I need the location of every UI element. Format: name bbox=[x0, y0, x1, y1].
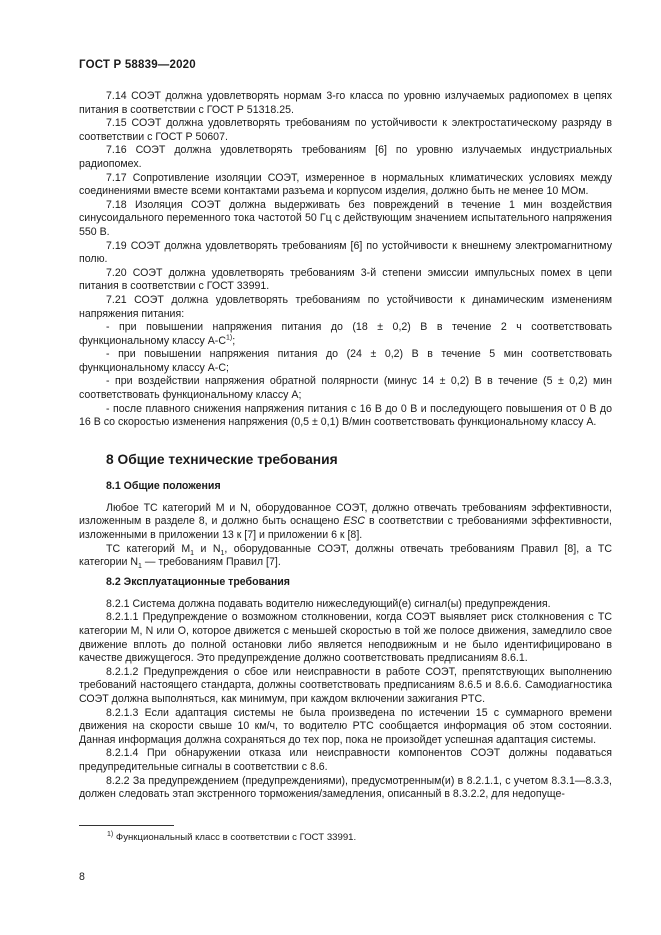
subscript: 1 bbox=[220, 549, 225, 557]
paragraph-8-2-1-3: 8.2.1.3 Если адаптация системы не была произведена по истечении 15 с суммарного времени движения на скорости свыше 10 км/ч, то водителю PTC сообщается информация об этом состоянии. Данная информация должна сохраняться до тех пор, пока не произойдет успешная адаптация системы. bbox=[79, 706, 612, 746]
paragraph-7-15: 7.15 СОЭТ должна удовлетворять требованиям по устойчивости к электростатическому разряду в соответствии с ГОСТ Р 50607. bbox=[79, 117, 612, 143]
footnote-text: Функциональный класс в соответствии с ГОСТ 33991. bbox=[113, 832, 357, 843]
subsection-heading-8-1: 8.1 Общие положения bbox=[106, 479, 221, 492]
paragraph-7-18: 7.18 Изоляция СОЭТ должна выдерживать без повреждений в течение 1 мин воздействия синусоидального переменного тока частотой 50 Гц с действующим значением испытательного напряжения 550 В. bbox=[79, 198, 612, 238]
paragraph-8-2-1-4: 8.2.1.4 При обнаружении отказа или неисправности компонентов СОЭТ должны подаваться предупредительные сигналы в соответствии с 8.6. bbox=[79, 747, 612, 773]
esc-term: ESC bbox=[343, 515, 366, 528]
footnote-ref: 1) bbox=[226, 334, 233, 342]
subscript: 1 bbox=[190, 549, 195, 557]
list-item: - после плавного снижения напряжения питания с 16 В до 0 В и последующего повышения от 0 В до 16 В со скоростью изменения напряжения (0,5 ± 0,1) В/мин соответствовать функциональному классу А. bbox=[79, 402, 612, 429]
paragraph-text: ТС категорий M bbox=[106, 542, 191, 555]
paragraph-7-16: 7.16 СОЭТ должна удовлетворять требованиям [6] по уровню излучаемых индустриальных радиопомех. bbox=[79, 144, 612, 170]
paragraph-text: Любое ТС категорий M и N, оборудованное СОЭТ, должно отвечать требованиям эффективности, изложенным в разделе 8, и должно быть оснащено bbox=[79, 501, 612, 528]
list-item: - при повышении напряжения питания до (24 ± 0,2) В в течение 5 мин соответствовать функциональному классу А-С; bbox=[79, 348, 612, 374]
body-text bbox=[79, 90, 612, 802]
paragraph-text: и N bbox=[194, 542, 221, 555]
list-item: - при воздействии напряжения обратной полярности (минус 14 ± 0,2) В в течение (5 ± 0,2) мин соответствовать функциональному классу А; bbox=[79, 375, 612, 402]
paragraph-text: — требованиям Правил [7]. bbox=[141, 556, 281, 569]
paragraph-7-19: 7.19 СОЭТ должна удовлетворять требованиям [6] по устойчивости к внешнему электромагнитному полю. bbox=[79, 239, 612, 266]
paragraph-7-20: 7.20 СОЭТ должна удовлетворять требованиям 3-й степени эмиссии импульсных помех в цепи питания в соответствии с ГОСТ 33991. bbox=[79, 266, 612, 293]
paragraph-7-14: 7.14 СОЭТ должна удовлетворять нормам 3-го класса по уровню излучаемых радиопомех в цепях питания в соответствии с ГОСТ Р 51318.25. bbox=[79, 90, 612, 116]
paragraph-8-1-b bbox=[79, 543, 612, 570]
paragraph-8-2-1-1: 8.2.1.1 Предупреждение о возможном столкновении, когда СОЭТ выявляет риск столкновения с ТС категории M, N или О, которое движется с меньшей скоростью в той же полосе движения, замедлило свое движение вплоть до полной остановки либо является неподвижным и не было идентифицировано в качестве движущегося. Это предупреждение должно соответствовать предписаниям 8.6.1. bbox=[79, 611, 612, 665]
paragraph-8-2-1: 8.2.1 Система должна подавать водителю нижеследующий(е) сигнал(ы) предупреждения. bbox=[106, 597, 551, 610]
paragraph-7-17: 7.17 Сопротивление изоляции СОЭТ, измеренное в нормальных климатических условиях между соединениями вместе всеми контактами разъема и корпусом изделия, должно быть не менее 10 МОм. bbox=[79, 171, 612, 198]
paragraph-8-1-a bbox=[79, 502, 612, 543]
subscript: 1 bbox=[138, 563, 142, 571]
paragraph-text: в соответствии с требованиями эффективности, изложенными в приложении 13 к [7] и приложении 6 к [8]. bbox=[79, 515, 612, 542]
section-heading-8: 8 Общие технические требования bbox=[106, 451, 338, 467]
paragraph-text: , оборудованные СОЭТ, должны отвечать требованиям Правил [8], а ТС категории N bbox=[79, 542, 612, 569]
paragraph-7-21: 7.21 СОЭТ должна удовлетворять требованиям по устойчивости к динамическим изменениям напряжения питания: bbox=[79, 293, 612, 320]
footnote-divider bbox=[79, 825, 174, 826]
paragraph-8-2-1-2: 8.2.1.2 Предупреждения о сбое или неисправности в работе СОЭТ, препятствующих выполнению требований настоящего стандарта, должны соответствовать предписаниям 8.6.5 и 8.6.6. Самодиагностика СОЭТ должна выполняться, как минимум, при каждом включении зажигания PTC. bbox=[79, 665, 612, 705]
page-number: 8 bbox=[79, 871, 85, 883]
subsection-heading-8-2: 8.2 Эксплуатационные требования bbox=[106, 575, 290, 588]
standard-header: ГОСТ Р 58839—2020 bbox=[79, 59, 196, 71]
list-item-text: - при повышении напряжения питания до (18 ± 0,2) В в течение 2 ч соответствовать функциональному классу А-С bbox=[79, 321, 612, 347]
footnote-mark: 1) bbox=[107, 830, 114, 838]
list-item bbox=[79, 321, 612, 348]
paragraph-8-2-2: 8.2.2 За предупреждением (предупреждениями), предусмотренным(и) в 8.2.1.1, с учетом 8.3.1—8.3.3, должен следовать этап экстренного торможения/замедления, описанный в 8.3.2.2, для недопуще- bbox=[79, 774, 612, 801]
footnote bbox=[79, 832, 612, 844]
list-item-end: ; bbox=[232, 334, 236, 347]
